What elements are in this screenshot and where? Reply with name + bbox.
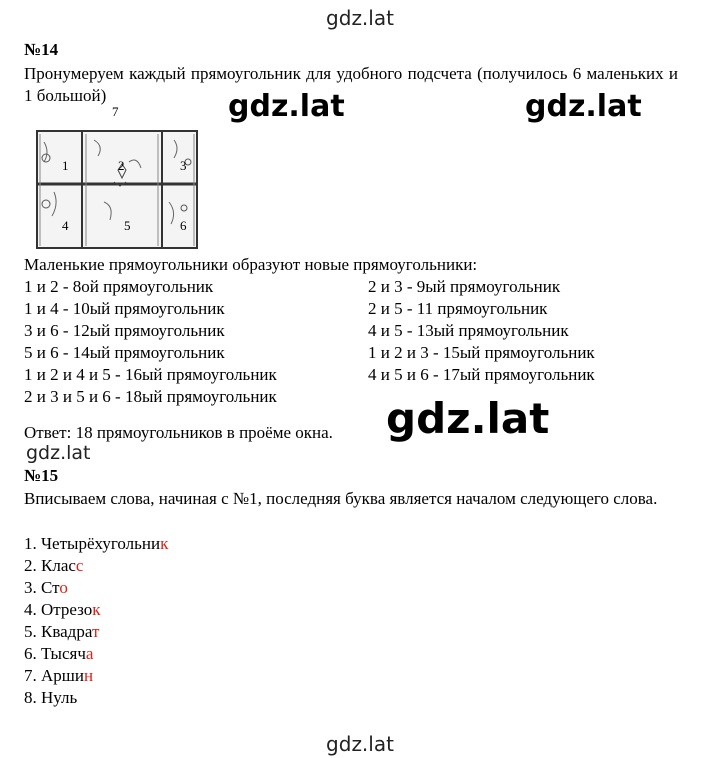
watermark-left: gdz.lat (26, 442, 91, 464)
watermark-large: gdz.lat (382, 398, 553, 440)
task-14-number: №14 (24, 40, 59, 59)
pair-4a: 5 и 6 - 14ый прямоугольник (24, 343, 225, 362)
pair-5a: 1 и 2 и 4 и 5 - 16ый прямоугольник (24, 365, 277, 384)
pair-5b: 4 и 5 и 6 - 17ый прямоугольник (368, 365, 595, 384)
figure-cell-1: 1 (62, 158, 69, 173)
watermark-top: gdz.lat (326, 6, 394, 30)
watermark-bottom: gdz.lat (326, 732, 394, 756)
figure-cell-5: 5 (124, 218, 131, 233)
task-15-intro: Вписываем слова, начиная с №1, последняя буква является началом следующего слова. (24, 489, 658, 508)
task-14-lead: Маленькие прямоугольники образуют новые прямоугольники: (24, 255, 478, 274)
task-14-intro: Пронумеруем каждый прямоугольник для удобного подсчета (получилось 6 маленьких и 1 большой) (24, 64, 678, 105)
word-5: 5. Квадрат (24, 622, 100, 641)
word-7: 7. Аршин (24, 666, 94, 685)
figure-cell-6: 6 (180, 218, 187, 233)
figure-cell-3: 3 (180, 158, 187, 173)
pair-2a: 1 и 4 - 10ый прямоугольник (24, 299, 225, 318)
pair-3a: 3 и 6 - 12ый прямоугольник (24, 321, 225, 340)
word-8: 8. Нуль (24, 688, 78, 707)
watermark-mid-right: gdz.lat (525, 89, 642, 124)
window-figure (34, 104, 200, 250)
word-6: 6. Тысяча (24, 644, 94, 663)
pair-6a: 2 и 3 и 5 и 6 - 18ый прямоугольник (24, 387, 277, 406)
figure-cell-2: 2 (118, 158, 125, 173)
figure-cell-4: 4 (62, 218, 69, 233)
task-14-answer: Ответ: 18 прямоугольников в проёме окна. (24, 423, 333, 442)
figure-big-label: 7 (112, 104, 119, 119)
word-2: 2. Класс (24, 556, 84, 575)
pair-3b: 4 и 5 - 13ый прямоугольник (368, 321, 569, 340)
word-3: 3. Сто (24, 578, 68, 597)
pair-2b: 2 и 5 - 11 прямоугольник (368, 299, 548, 318)
pair-1a: 1 и 2 - 8ой прямоугольник (24, 277, 214, 296)
watermark-mid-left: gdz.lat (228, 89, 345, 124)
word-4: 4. Отрезок (24, 600, 101, 619)
pair-4b: 1 и 2 и 3 - 15ый прямоугольник (368, 343, 595, 362)
word-1: 1. Четырёхугольник (24, 534, 169, 553)
pair-1b: 2 и 3 - 9ый прямоугольник (368, 277, 561, 296)
task-15-number: №15 (24, 466, 59, 485)
